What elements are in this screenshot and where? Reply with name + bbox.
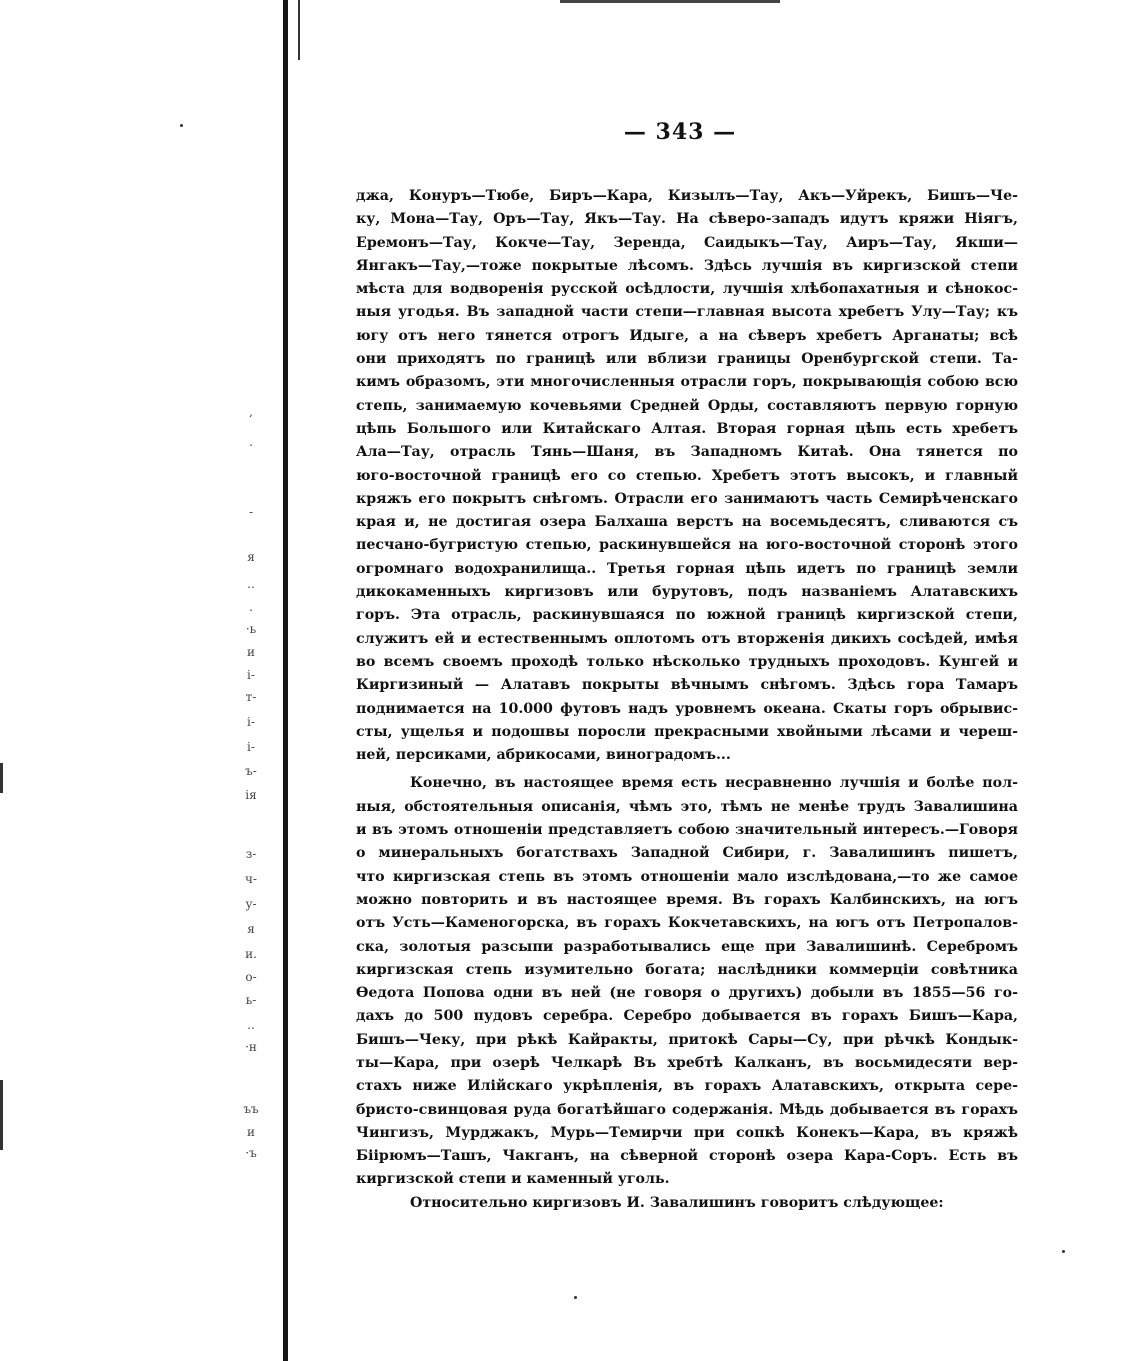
text-line: ныя угодья. Въ западной части степи—главная высота хребетъ Улу—Тау; къ <box>356 304 1018 321</box>
gutter-fragment: ъ- <box>245 764 257 778</box>
text-line: Ала—Тау, отрасль Тянь—Шаня, въ Западномъ Китаѣ. Она тянется по <box>356 444 1018 461</box>
text-line: киргизская степь изумительно богата; наслѣдники коммерціи совѣтника <box>356 961 1018 978</box>
text-line: мѣста для водворенія русской осѣдлости, лучшія хлѣбопахатныя и сѣнокос- <box>356 281 1018 298</box>
text-line: о минеральныхъ богатствахъ Западной Сибири, г. Завалишинъ пишетъ, <box>356 845 1018 862</box>
gutter-fragment: т- <box>245 690 257 704</box>
gutter-fragment: и. <box>245 947 257 961</box>
text-line: края и, не достигая озера Балхаша верстъ на восемьдесятъ, сливаются съ <box>356 514 1018 531</box>
text-line: цѣпь Большого или Китайскаго Алтая. Вторая горная цѣпь есть хребетъ <box>356 420 1018 437</box>
text-line: Ѳедота Попова одни въ ней (не говоря о другихъ) добыли въ 1855—56 го- <box>356 985 1018 1002</box>
gutter-fragment: о- <box>245 970 257 984</box>
text-line: отъ Усть—Каменогорска, въ горахъ Кокчетавскихъ, на югъ отъ Петропалов- <box>356 915 1018 932</box>
gutter-fragment: и <box>247 645 255 659</box>
text-line: кимъ образомъ, эти многочисленныя отрасли горъ, покрывающія собою всю <box>356 374 1018 391</box>
gutter-fragment: ь- <box>245 993 257 1007</box>
text-line: Киргизиный — Алатавъ покрыты вѣчнымъ снѣгомъ. Здѣсь гора Тамаръ <box>356 677 1018 694</box>
gutter-fragment: ъъ <box>243 1102 259 1116</box>
text-line: поднимается на 10.000 футовъ надъ уровнемъ океана. Скаты горъ обрывис- <box>356 700 1018 717</box>
text-line: ней, персиками, абрикосами, виноградомъ... <box>356 747 731 764</box>
gutter-fragment: і- <box>247 740 255 754</box>
text-line: служитъ ей и естественнымъ оплотомъ отъ вторженія дикихъ сосѣдей, имѣя <box>356 630 1018 647</box>
text-line: стахъ ниже Илійскаго укрѣпленія, въ горахъ Алатавскихъ, открыта сере- <box>356 1078 1018 1095</box>
text-line: во всемъ своемъ проходѣ только нѣсколько трудныхъ проходовъ. Кунгей и <box>356 653 1018 670</box>
text-line: можно повторить и въ настоящее время. Въ горахъ Калбинскихъ, на югъ <box>356 891 1018 908</box>
gutter-fragment: , <box>249 405 253 419</box>
text-line: огромнаго водохранилища.. Третья горная цѣпь идетъ по границѣ земли <box>356 560 1018 577</box>
gutter-fragment: . <box>249 435 253 449</box>
gutter-fragment: . <box>249 600 253 614</box>
gutter-fragment: ч- <box>245 872 257 886</box>
gutter-fragment: ія <box>245 788 257 802</box>
text-line: песчано-бугристую степью, раскинувшейся на юго-восточной сторонѣ этого <box>356 537 1018 554</box>
text-line: сты, ущелья и подошвы поросли прекрасными хвойными лѣсами и череш- <box>356 723 1018 740</box>
text-line: степь, занимаемую кочевьями Средней Орды, составляютъ первую горную <box>356 397 1018 414</box>
gutter-fragment: і- <box>247 715 255 729</box>
closing-line: Относительно киргизовъ И. Завалишинъ говоритъ слѣдующее: <box>410 1195 944 1211</box>
speck <box>180 124 183 127</box>
paragraph <box>356 185 1018 767</box>
edge-mark <box>0 763 3 793</box>
speck <box>1062 1250 1065 1253</box>
gutter-fragment: .. <box>247 577 255 591</box>
paragraph <box>356 772 1018 1191</box>
gutter-fragment: ·ь <box>245 622 257 636</box>
speck <box>574 1296 577 1299</box>
gutter-fragment: - <box>248 505 254 519</box>
gutter-fragment: я <box>247 550 255 564</box>
gutter-fragment: з- <box>245 847 257 861</box>
text-line: юго-восточной границѣ его со степью. Хребетъ этотъ высокъ, и главный <box>356 467 1018 484</box>
text-line: Чингизъ, Мурджакъ, Мурь—Темирчи при сопкѣ Конекъ—Кара, въ кряжѣ <box>356 1124 1018 1141</box>
gutter-fragment: .. <box>247 1018 255 1032</box>
text-line: ты—Кара, при озерѣ Челкарѣ Въ хребтѣ Калканъ, въ восьмидесяти вер- <box>356 1054 1018 1071</box>
text-line: и въ этомъ отношеніи представляетъ собою значительный интересъ.—Говоря <box>356 822 1018 839</box>
text-line: югу отъ него тянется отрогъ Идыге, а на сѣверъ хребетъ Арганаты; всѣ <box>356 327 1018 344</box>
gutter-fragment: и <box>247 1125 255 1139</box>
text-line: ска, золотыя разсыпи разработывались еще при Завалишинѣ. Серебромъ <box>356 938 1018 955</box>
text-line: ныя, обстоятельныя описанія, чѣмъ это, тѣмъ не менѣе трудъ Завалишина <box>356 798 1018 815</box>
text-line: кряжъ его покрытъ снѣгомъ. Отрасли его занимаютъ часть Семирѣченскаго <box>356 490 1018 507</box>
gutter-fragment: ·н <box>245 1040 257 1054</box>
text-line: ку, Мона—Тау, Оръ—Тау, Якъ—Тау. На сѣверо-западъ идутъ кряжи Ніягъ, <box>356 211 1018 228</box>
text-line: Янгакъ—Тау,—тоже покрытые лѣсомъ. Здѣсь лучшія въ киргизской степи <box>356 257 1018 274</box>
binding-edge <box>283 0 288 1361</box>
text-line: дахъ до 500 пудовъ серебра. Серебро добывается въ горахъ Бишъ—Кара, <box>356 1008 1018 1025</box>
text-line: бристо-свинцовая руда богатѣйшаго содержанія. Мѣдь добывается въ горахъ <box>356 1101 1018 1118</box>
text-line: Біірюмъ—Ташъ, Чакганъ, на сѣверной сторонѣ озера Кара-Соръ. Есть въ <box>356 1148 1018 1165</box>
text-line: Конечно, въ настоящее время есть несравненно лучшія и болѣе пол- <box>410 775 1018 792</box>
page-number: — 343 — <box>623 119 737 145</box>
gutter-fragment: я <box>247 922 255 936</box>
text-line: Еремонъ—Тау, Кокче—Тау, Зеренда, Саидыкъ—Тау, Аиръ—Тау, Якши— <box>356 234 1018 251</box>
gutter-fragment: у- <box>245 897 257 911</box>
binding-shadow <box>298 0 300 60</box>
body-text <box>356 185 1018 1192</box>
text-line: что киргизская степь въ этомъ отношеніи мало изслѣдована,—то же самое <box>356 868 1018 885</box>
text-line: Бишъ—Чеку, при рѣкѣ Кайракты, притокѣ Сары—Су, при рѣчкѣ Кондык- <box>356 1031 1018 1048</box>
text-line: они приходятъ по границѣ или вблизи границы Оренбургской степи. Та- <box>356 351 1018 368</box>
text-line: джа, Конуръ—Тюбе, Биръ—Кара, Кизылъ—Тау, Акъ—Уйрекъ, Бишъ—Че- <box>356 188 1018 204</box>
text-line: киргизской степи и каменный уголь. <box>356 1171 670 1188</box>
gutter-fragment: і- <box>247 668 255 682</box>
text-line: горъ. Эта отрасль, раскинувшаяся по южной границѣ киргизской степи, <box>356 607 1018 624</box>
top-rule <box>560 0 780 3</box>
gutter-fragment: ·ъ <box>245 1146 257 1160</box>
text-line: дикокаменныхъ киргизовъ или бурутовъ, подъ названіемъ Алатавскихъ <box>356 584 1018 601</box>
edge-mark <box>0 1080 3 1150</box>
